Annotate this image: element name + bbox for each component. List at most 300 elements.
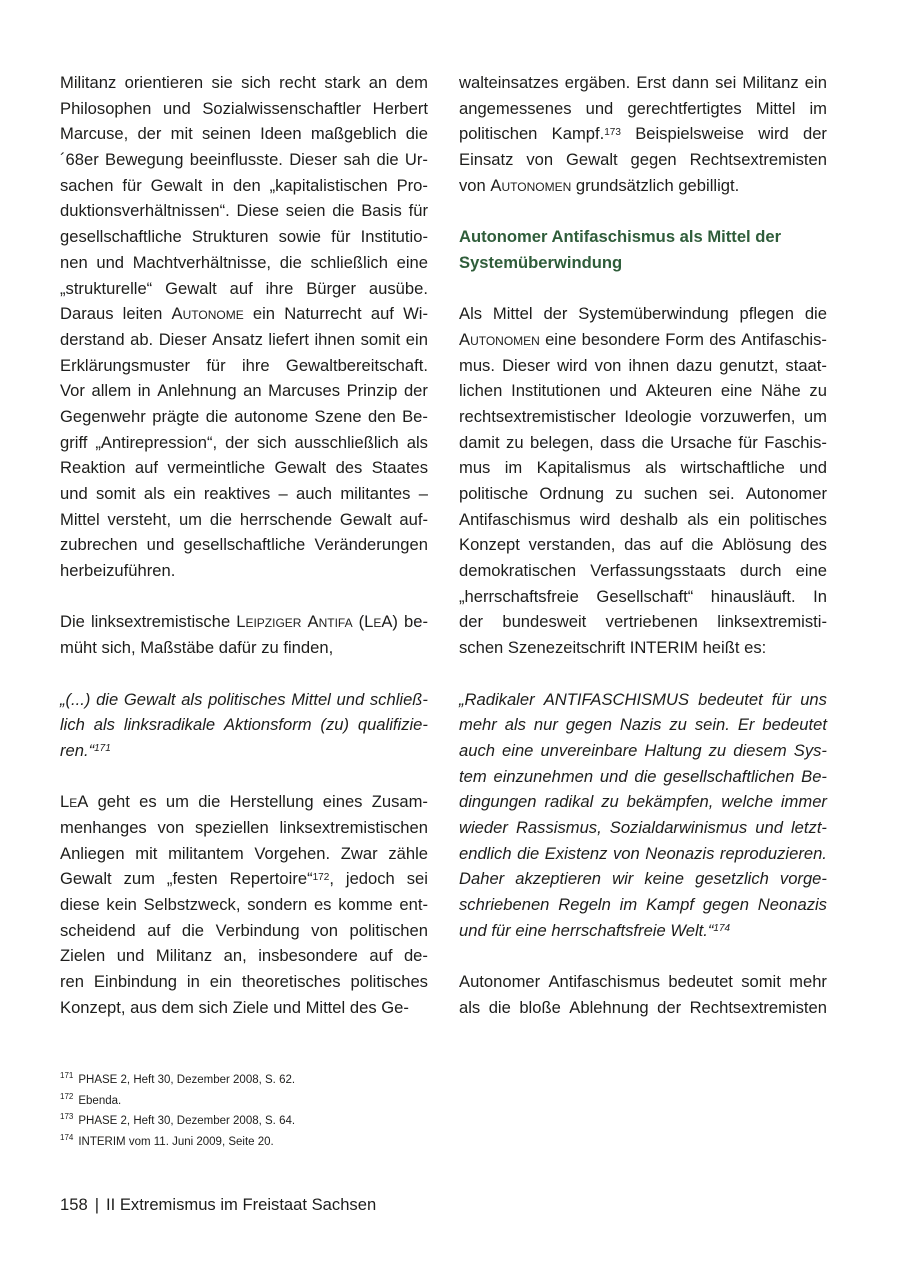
word: Ideen xyxy=(260,124,302,144)
text-line xyxy=(459,841,827,867)
word: Dieser xyxy=(502,355,551,375)
word: Diese xyxy=(236,201,279,221)
word: Haltung xyxy=(644,740,702,760)
word: für xyxy=(331,227,351,247)
word: dem xyxy=(161,997,194,1017)
word: bedeutet xyxy=(762,715,827,735)
word: Dieser xyxy=(289,150,338,170)
text-line xyxy=(60,455,428,481)
word: gerechtfertigtes xyxy=(627,98,742,118)
word: Ge- xyxy=(381,997,409,1017)
footer-separator: | xyxy=(94,1195,99,1214)
word: Szenezeitschrift xyxy=(507,638,626,658)
word: durch xyxy=(739,561,782,581)
word: Gewalt xyxy=(60,869,112,889)
word: Militanz xyxy=(60,73,117,92)
word: Gewalt xyxy=(123,689,176,709)
word: Nazis xyxy=(619,715,662,735)
word: Be- xyxy=(402,406,428,426)
word: bloße xyxy=(519,997,561,1017)
word: schriebenen xyxy=(459,895,550,914)
word: radikal xyxy=(544,792,594,812)
word: Faschis- xyxy=(764,432,827,452)
word: die xyxy=(641,432,664,452)
heading-line: Systemüberwindung xyxy=(459,252,623,272)
word: Bürger xyxy=(306,278,356,298)
section-heading xyxy=(459,224,827,275)
word: bedeutet xyxy=(668,972,733,992)
word: qualifizie- xyxy=(357,715,428,735)
word: de- xyxy=(403,946,428,966)
text-line xyxy=(60,969,428,995)
text-line xyxy=(459,609,827,635)
word: zubrechen xyxy=(60,535,138,555)
word: orientieren xyxy=(124,73,204,92)
word: zu xyxy=(708,740,727,760)
word: damit xyxy=(459,432,500,452)
word: ergäben. xyxy=(564,73,631,92)
word: Gesellschaft“ xyxy=(596,586,694,606)
word: Gegenwehr xyxy=(60,406,146,426)
word: Sys- xyxy=(793,740,827,760)
text-line xyxy=(459,918,827,944)
word: sachen xyxy=(60,175,114,195)
text-line xyxy=(459,712,827,738)
word: Neonazis xyxy=(645,843,715,863)
footnote-number: 171 xyxy=(60,1071,74,1080)
footnote xyxy=(60,1107,295,1128)
text-line xyxy=(459,147,827,173)
word: das xyxy=(624,535,651,555)
word: vermeintliche xyxy=(167,458,266,478)
footnote-ref-172: 172 xyxy=(312,871,330,883)
word: kein xyxy=(106,895,137,914)
word: unvereinbare xyxy=(540,740,638,760)
word: Zwar xyxy=(340,843,378,863)
text-line xyxy=(60,866,428,892)
word: Ablehnung xyxy=(569,997,649,1017)
text-line xyxy=(60,147,428,173)
word: ihre xyxy=(241,355,270,375)
word: letzt- xyxy=(791,817,827,837)
word: Autonomen xyxy=(490,175,572,195)
text-line xyxy=(459,558,827,584)
word: als xyxy=(93,715,115,735)
word: (zu) xyxy=(320,715,349,735)
word: Verfassungsstaats xyxy=(590,561,726,581)
word: als xyxy=(181,689,203,709)
text-line xyxy=(459,687,827,713)
quote-interim xyxy=(459,687,827,944)
word: lich xyxy=(60,715,85,735)
word: Sozialdarwinismus xyxy=(609,817,748,837)
word: heißt xyxy=(702,638,740,658)
word: Be- xyxy=(801,766,827,786)
word: suchen xyxy=(644,484,698,503)
text-line xyxy=(60,687,428,713)
word: Reaktion xyxy=(60,458,126,478)
word: um xyxy=(803,406,827,426)
word: Konzept xyxy=(459,535,520,555)
word: Philosophen xyxy=(60,98,152,118)
text-line xyxy=(459,70,827,96)
word: Kampf xyxy=(646,895,694,914)
footnote-ref-174: 174 xyxy=(713,923,731,935)
word: vorge- xyxy=(779,869,827,889)
word: eine xyxy=(720,381,753,401)
word: geht xyxy=(97,792,130,812)
text-line xyxy=(60,96,428,122)
word: politisches xyxy=(749,509,827,529)
word: für xyxy=(122,175,142,195)
word: stark xyxy=(324,73,361,92)
word: wieder xyxy=(459,817,508,837)
word: Vor xyxy=(60,381,85,401)
word: Autonomer xyxy=(745,484,827,503)
word: von xyxy=(459,175,486,195)
text-line xyxy=(459,532,827,558)
word: die xyxy=(488,997,511,1017)
word: liefert xyxy=(268,329,309,349)
word: zu xyxy=(809,381,827,401)
word: die xyxy=(279,252,302,272)
word: Selbstzweck, xyxy=(143,895,241,914)
text-line xyxy=(459,507,827,533)
word: die xyxy=(376,150,399,170)
word: linksextremistischen xyxy=(279,817,428,837)
footnote-text: PHASE 2, Heft 30, Dezember 2008, S. 64. xyxy=(78,1114,296,1127)
word: Anliegen xyxy=(60,843,125,863)
word: seinen xyxy=(201,124,251,144)
text-line xyxy=(459,738,827,764)
text-line xyxy=(60,918,428,944)
word: Antifa xyxy=(307,612,353,632)
word: eine xyxy=(502,740,534,760)
word: Machtverhältnisse, xyxy=(132,252,272,272)
text-line xyxy=(60,430,428,456)
word: des xyxy=(335,458,363,478)
word: ihre xyxy=(265,278,294,298)
word: politischen xyxy=(459,124,538,144)
word: Szene xyxy=(314,406,362,426)
word: politische xyxy=(459,484,529,503)
word: Gewaltbereitschaft. xyxy=(285,355,428,375)
word: vertriebenen xyxy=(605,612,698,632)
word: Gewalt xyxy=(565,150,618,170)
word: wirtschaftliche xyxy=(680,458,785,478)
text-line xyxy=(60,738,428,764)
footnote-number: 174 xyxy=(60,1132,74,1142)
word: und xyxy=(459,920,487,940)
word: sei xyxy=(715,73,737,92)
word: die xyxy=(517,843,540,863)
word: Staates xyxy=(371,458,428,478)
word: und xyxy=(599,766,628,786)
word: eine xyxy=(795,561,827,581)
word: die xyxy=(405,124,428,144)
word: eines xyxy=(322,792,363,812)
footnote xyxy=(60,1128,295,1149)
word: Institutionen xyxy=(511,381,601,401)
word: sie xyxy=(211,73,233,92)
word: Naturrecht xyxy=(284,304,362,324)
word: Form xyxy=(665,329,704,349)
word: Prinzip xyxy=(346,381,398,401)
word: auf xyxy=(369,946,393,966)
word: duktionsverhältnissen“. xyxy=(60,201,230,221)
text-line xyxy=(60,173,428,199)
word: von xyxy=(594,355,622,375)
word: der xyxy=(802,124,827,144)
text-line xyxy=(60,995,428,1021)
word: LeA xyxy=(60,792,89,812)
word: rechtsextremistischer xyxy=(459,406,616,426)
word: die xyxy=(209,509,232,529)
footnote-text: Ebenda. xyxy=(78,1094,122,1107)
paragraph-lea-violence xyxy=(60,789,428,1020)
text-line xyxy=(60,276,428,302)
text-line xyxy=(459,481,827,507)
word: dafür xyxy=(218,638,257,658)
word: Einsatz xyxy=(459,150,514,170)
text-line xyxy=(60,892,428,918)
footnote-text: INTERIM vom 11. Juni 2009, Seite 20. xyxy=(78,1135,274,1148)
word: sei xyxy=(406,869,428,889)
word: politischen xyxy=(349,920,428,940)
quote-lea xyxy=(60,687,428,764)
word: an, xyxy=(223,946,247,966)
word: Konzept, xyxy=(60,997,126,1017)
word: sich xyxy=(257,432,287,452)
word: sein. xyxy=(694,715,730,735)
word: somit xyxy=(741,972,781,992)
word: im xyxy=(619,895,638,914)
word: sei. xyxy=(708,484,735,503)
word: vorzuwerfen, xyxy=(700,406,796,426)
word: gegen xyxy=(630,150,677,170)
text-line xyxy=(60,789,428,815)
word: Daraus xyxy=(60,304,114,324)
text-line xyxy=(459,353,827,379)
word: speziellen xyxy=(194,817,269,837)
word: Neonazis xyxy=(757,895,827,914)
word: Mittel xyxy=(755,98,796,118)
word: auf xyxy=(134,458,158,478)
word: auf xyxy=(229,278,253,298)
word: gesetzlich xyxy=(695,869,769,889)
word: Er xyxy=(737,715,755,735)
word: be- xyxy=(404,612,428,632)
word: keine xyxy=(644,869,685,889)
word: somit xyxy=(360,329,401,349)
word: in xyxy=(211,175,225,195)
word: ein xyxy=(209,972,232,992)
text-line xyxy=(459,892,827,918)
word: den xyxy=(368,406,396,426)
word: Daher xyxy=(459,869,505,889)
word: ein xyxy=(405,329,428,349)
word: zu xyxy=(261,638,279,658)
word: des xyxy=(709,329,736,349)
word: zum xyxy=(123,869,155,889)
word: Wi- xyxy=(403,304,428,324)
word: Ziele xyxy=(232,997,269,1017)
word: wird xyxy=(557,355,588,375)
word: linksradikale xyxy=(123,715,216,735)
word: militantes xyxy=(340,484,411,503)
word: staat- xyxy=(785,355,827,375)
word: grundsätzlich xyxy=(575,175,674,195)
word: ab. xyxy=(130,329,154,349)
word: INTERIM xyxy=(629,638,698,658)
text-line xyxy=(60,353,428,379)
text-line xyxy=(60,609,428,635)
word: ihnen xyxy=(314,329,356,349)
word: politisches xyxy=(208,689,286,709)
word: des xyxy=(800,535,827,555)
word: für xyxy=(206,355,226,375)
footnotes xyxy=(60,1066,295,1148)
word: gesellschaftlichen xyxy=(663,766,795,786)
word: Mittel xyxy=(492,304,533,324)
word: einzunehmen xyxy=(493,766,594,786)
word: gebilligt. xyxy=(678,175,740,195)
word: prägte xyxy=(152,406,200,426)
word: den xyxy=(233,175,261,195)
word: welche xyxy=(721,792,773,812)
word: recht xyxy=(279,73,316,92)
word: sich xyxy=(241,73,271,92)
word: für xyxy=(491,920,511,940)
word: des xyxy=(349,997,377,1017)
word: als xyxy=(645,458,667,478)
text-line xyxy=(459,764,827,790)
word: sah xyxy=(343,150,371,170)
word: Akteuren xyxy=(645,381,713,401)
text-line xyxy=(459,301,827,327)
word: und xyxy=(273,997,301,1017)
word: von xyxy=(612,843,640,863)
word: und xyxy=(755,817,783,837)
paragraph-marcuse xyxy=(60,70,428,584)
word: der xyxy=(657,997,682,1017)
text-line xyxy=(60,943,428,969)
text-line xyxy=(60,198,428,224)
word: endlich xyxy=(459,843,512,863)
word: Anlehnung xyxy=(157,381,237,401)
word: und xyxy=(609,381,637,401)
word: Antifaschismus xyxy=(459,509,571,529)
word: menhanges xyxy=(60,817,147,837)
word: „strukturelle“ xyxy=(60,278,153,298)
word: somit xyxy=(95,484,136,503)
word: ´68er xyxy=(60,150,99,170)
word: Autonomen xyxy=(459,329,540,349)
word: auch xyxy=(459,740,495,760)
word: Die xyxy=(60,612,85,632)
word: Rassismus, xyxy=(515,817,602,837)
word: die xyxy=(96,689,119,709)
word: in xyxy=(137,381,151,401)
heading-line: Autonomer Antifaschismus als Mittel der xyxy=(459,227,782,247)
word: militantem xyxy=(168,843,244,863)
word: Kapitalismus xyxy=(536,458,631,478)
word: „(...) xyxy=(60,689,91,709)
word: wir xyxy=(612,869,634,889)
word: Welt.“$^{174}$ xyxy=(670,920,731,940)
word: Gewalt xyxy=(339,509,392,529)
word: nur xyxy=(533,715,558,735)
word: als xyxy=(504,715,526,735)
word: die xyxy=(804,304,827,324)
word: Autonomer xyxy=(459,972,541,992)
word: allem xyxy=(91,381,132,401)
word: Gewalt xyxy=(150,175,203,195)
word: Vorgehen. xyxy=(254,843,331,863)
word: Strukturen xyxy=(191,227,269,247)
word: pflegen xyxy=(739,304,794,324)
page-footer xyxy=(60,1192,376,1218)
word: finden, xyxy=(283,638,334,658)
footnote-text: PHASE 2, Heft 30, Dezember 2008, S. 62. xyxy=(78,1073,296,1086)
word: reaktives xyxy=(203,484,271,503)
word: der xyxy=(543,304,568,324)
word: Beispielsweise xyxy=(635,124,745,144)
word: Ur- xyxy=(404,150,428,170)
paragraph-militancy xyxy=(459,70,827,198)
word: dazu xyxy=(676,355,713,375)
text-line xyxy=(459,327,827,353)
word: Ordnung xyxy=(539,484,604,503)
word: Antifaschismus xyxy=(548,972,661,992)
word: die xyxy=(634,766,657,786)
word: „kapitalistischen xyxy=(269,175,388,195)
word: Ursache xyxy=(670,432,732,452)
word: ein xyxy=(252,304,276,324)
word: im xyxy=(809,98,827,118)
word: es: xyxy=(744,638,767,658)
word: es xyxy=(313,895,332,914)
word: ANTIFASCHISMUS xyxy=(543,689,690,709)
word: der xyxy=(137,124,162,144)
word: Zusam- xyxy=(371,792,428,812)
footnote xyxy=(60,1087,295,1108)
word: die xyxy=(205,406,228,426)
word: schen xyxy=(459,638,504,658)
word: Mittel xyxy=(305,997,346,1017)
word: für xyxy=(771,689,792,709)
word: deshalb xyxy=(619,509,678,529)
word: auch xyxy=(296,484,333,503)
footnote xyxy=(60,1066,295,1087)
word: – xyxy=(278,484,288,503)
word: herrschaftsfreie xyxy=(551,920,666,940)
word: zu xyxy=(601,792,619,812)
word: – xyxy=(418,484,428,503)
word: demokratischen xyxy=(459,561,577,581)
word: Leipziger xyxy=(236,612,302,632)
word: die xyxy=(691,535,714,555)
word: Dieser xyxy=(158,329,207,349)
word: Ablösung xyxy=(722,535,792,555)
word: akzeptieren xyxy=(515,869,602,889)
word: der xyxy=(459,612,483,632)
word: wird xyxy=(579,509,611,529)
word: ein xyxy=(173,484,196,503)
paragraph-antifascism xyxy=(459,301,827,661)
word: belegen, xyxy=(529,432,594,452)
footnote-ref-171: 171 xyxy=(94,743,111,755)
